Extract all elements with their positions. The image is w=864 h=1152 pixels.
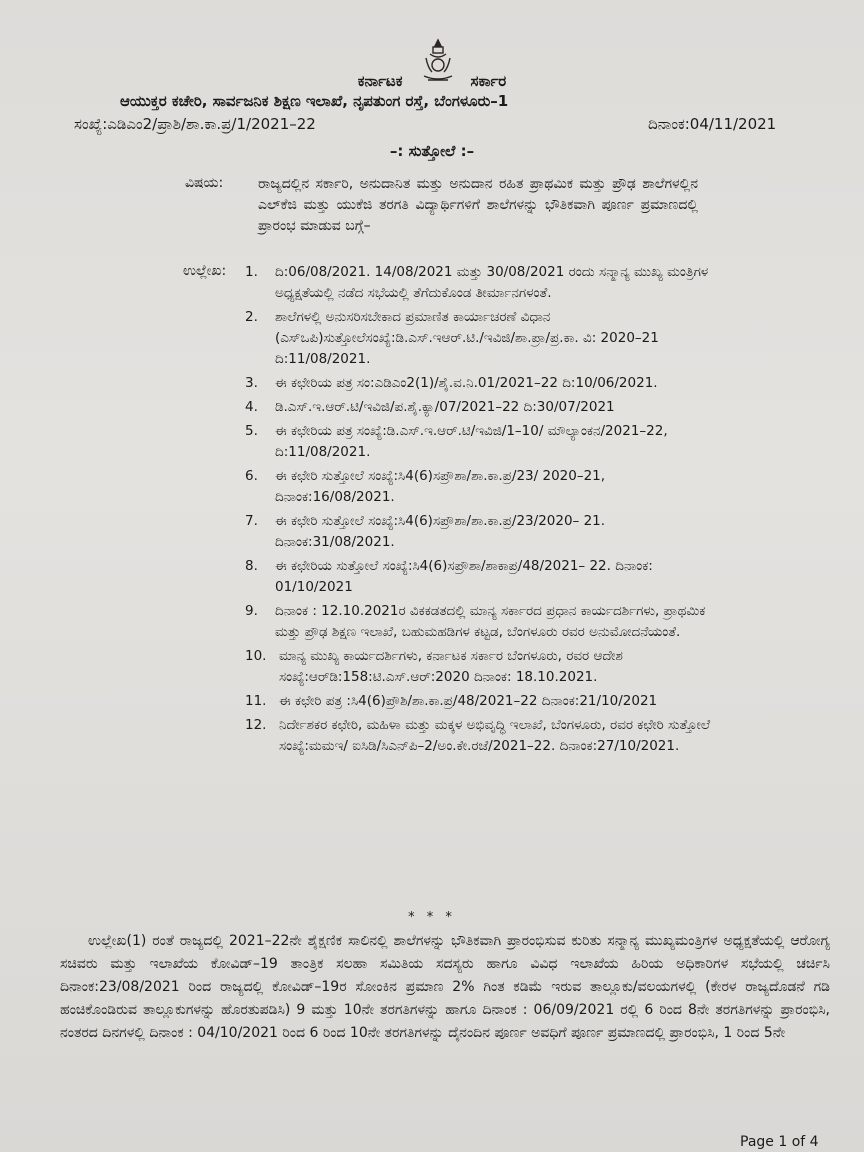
reference-item: 3. ಈ ಕಛೇರಿಯ ಪತ್ರ ಸಂ:ಎಡಿಎಂ2(1)/ಶೈ.ವ.ನಿ.01/2021–22 ದಿ:10/06/2021.: [245, 375, 658, 391]
references-label: ಉಲ್ಲೇಖ:: [183, 263, 227, 279]
page-number: Page 1 of 4: [740, 1134, 819, 1150]
reference-item: 6. ಈ ಕಛೇರಿ ಸುತ್ತೋಲೆ ಸಂಖ್ಯೆ:ಸಿ4(6)ಸಪ್ರೌಶಾ/ಶಾ.ಕಾ.ಪ್ರ/23/ 2020–21, ದಿನಾಂಕ:16/08/2021.: [245, 468, 606, 505]
subject-label: ವಿಷಯ:: [185, 175, 224, 191]
reference-item: 1. ದಿ:06/08/2021. 14/08/2021 ಮತ್ತು 30/08/2021 ರಂದು ಸನ್ಮಾನ್ಯ ಮುಖ್ಯ ಮಂತ್ರಿಗಳ ಅಧ್ಯಕ್ಷತೆಯಲ್ಲಿ ನಡೆದ ಸಭೆಯಲ್ಲಿ ತೆಗೆದುಕೊಂಡ ತೀರ್ಮಾನಗಳಂತೆ.: [245, 264, 709, 301]
reference-item: 2. ಶಾಲೆಗಳಲ್ಲಿ ಅನುಸರಿಸಬೇಕಾದ ಪ್ರಮಾಣಿತ ಕಾರ್ಯಾಚರಣೆ ವಿಧಾನ (ಎಸ್‌ಒಪಿ)ಸುತ್ತೋಲೆಸಂಖ್ಯೆ:ಡಿ.ಎಸ್.ಇಆರ್.ಟಿ./ಇವಿಜಿ/ಶಾ.ಪ್ರಾ/ಪ್ರ.ಕಾ. ವಿ: 2020–21 ದಿ:11/08/2021.: [245, 309, 659, 367]
reference-item: 9. ದಿನಾಂಕ : 12.10.2021ರ ವಿಕಕಡತದಲ್ಲಿ ಮಾನ್ಯ ಸರ್ಕಾರದ ಪ್ರಧಾನ ಕಾರ್ಯದರ್ಶಿಗಳು, ಪ್ರಾಥಮಿಕ ಮತ್ತು ಪ್ರೌಢ ಶಿಕ್ಷಣ ಇಲಾಖೆ, ಬಹುಮಹಡಿಗಳ ಕಟ್ಟಡ, ಬೆಂಗಳೂರು ರವರ ಅನುಮೋದನೆಯಂತೆ.: [245, 603, 706, 640]
circular-title: –: ಸುತ್ತೋಲೆ :–: [389, 142, 475, 160]
reference-number: ಸಂಖ್ಯೆ:ಎಡಿಎಂ2/ಪ್ರಾಶಿ/ಶಾ.ಕಾ.ಪ್ರ/1/2021–22: [74, 115, 316, 133]
section-separator: * * *: [408, 910, 456, 925]
reference-item: 8. ಈ ಕಛೇರಿಯ ಸುತ್ತೋಲೆ ಸಂಖ್ಯೆ:ಸಿ4(6)ಸಪ್ರೌಶಾ/ಶಾಕಾಪ್ರ/48/2021– 22. ದಿನಾಂಕ: 01/10/2021: [245, 558, 653, 595]
government-title: [0, 72, 864, 90]
reference-item: 5. ಈ ಕಛೇರಿಯ ಪತ್ರ ಸಂಖ್ಯೆ:ಡಿ.ಎಸ್.ಇ.ಆರ್.ಟಿ/ಇವಿಜಿ/1–10/ ಮೌಲ್ಯಾಂಕನ/2021–22, ದಿ:11/08/2021.: [245, 423, 668, 460]
gov-right-text: ಸರ್ಕಾರ: [470, 72, 507, 90]
reference-item: 10. ಮಾನ್ಯ ಮುಖ್ಯ ಕಾರ್ಯದರ್ಶಿಗಳು, ಕರ್ನಾಟಕ ಸರ್ಕಾರ ಬೆಂಗಳೂರು, ರವರ ಆದೇಶ ಸಂಖ್ಯೆ:ಆರ್‌ಡಿ:158:ಟಿ.ಎಸ್.ಆರ್:2020 ದಿನಾಂಕ: 18.10.2021.: [245, 648, 623, 685]
references-list: [245, 262, 715, 760]
reference-item: 11. ಈ ಕಛೇರಿ ಪತ್ರ :ಸಿ4(6)ಪ್ರೌಶಿ/ಶಾ.ಕಾ.ಪ್ರ/48/2021–22 ದಿನಾಂಕ:21/10/2021: [245, 693, 658, 709]
reference-item: 12. ನಿರ್ದೇಶಕರ ಕಛೇರಿ, ಮಹಿಳಾ ಮತ್ತು ಮಕ್ಕಳ ಅಭಿವೃದ್ಧಿ ಇಲಾಖೆ, ಬೆಂಗಳೂರು, ರವರ ಕಛೇರಿ ಸುತ್ತೋಲೆ ಸಂಖ್ಯೆ:ಮಮಇ/ ಐಸಿಡಿ/ಸಿಎನ್‌ಪಿ–2/ಅಂ.ಕೇ.ರಜೆ/2021–22. ದಿನಾಂಕ:27/10/2021.: [245, 717, 711, 754]
body-paragraph: ಉಲ್ಲೇಖ(1) ರಂತೆ ರಾಜ್ಯದಲ್ಲಿ 2021–22ನೇ ಶೈಕ್ಷಣಿಕ ಸಾಲಿನಲ್ಲಿ ಶಾಲೆಗಳನ್ನು ಭೌತಿಕವಾಗಿ ಪ್ರಾರಂಭಿಸುವ ಕುರಿತು ಸನ್ಮಾನ್ಯ ಮುಖ್ಯಮಂತ್ರಿಗಳ ಅಧ್ಯಕ್ಷತೆಯಲ್ಲಿ ಆರೋಗ್ಯ ಸಚಿವರು ಮತ್ತು ಇಲಾಖೆಯ ಕೋವಿಡ್–19 ತಾಂತ್ರಿಕ ಸಲಹಾ ಸಮಿತಿಯ ಸದಸ್ಯರು ಹಾಗೂ ವಿವಿಧ ಇಲಾಖೆಯ ಹಿರಿಯ ಅಧಿಕಾರಿಗಳ ಸಭೆಯಲ್ಲಿ ಚರ್ಚಿಸಿ ದಿನಾಂಕ:23/08/2021 ರಿಂದ ರಾಜ್ಯದಲ್ಲಿ ಕೋವಿಡ್–19ರ ಸೋಂಕಿನ ಪ್ರಮಾಣ 2% ಗಿಂತ ಕಡಿಮೆ ಇರುವ ತಾಲ್ಲೂಕು/ವಲಯಗಳಲ್ಲಿ (ಕೇರಳ ರಾಜ್ಯದೊಡನೆ ಗಡಿ ಹಂಚಿಕೊಂಡಿರುವ ತಾಲ್ಲೂಕುಗಳನ್ನು ಹೊರತುಪಡಿಸಿ) 9 ಮತ್ತು 10ನೇ ತರಗತಿಗಳನ್ನು ಹಾಗೂ ದಿನಾಂಕ : 06/09/2021 ರಲ್ಲಿ 6 ರಿಂದ 8ನೇ ತರಗತಿಗಳನ್ನು ಪ್ರಾರಂಭಿಸಿ, ನಂತರದ ದಿನಗಳಲ್ಲಿ ದಿನಾಂಕ : 04/10/2021 ರಿಂದ 6 ರಿಂದ 10ನೇ ತರಗತಿಗಳನ್ನು ದೈನಂದಿನ ಪೂರ್ಣ ಅವಧಿಗೆ ಪೂರ್ಣ ಪ್ರಮಾಣದಲ್ಲಿ ಪ್ರಾರಂಭಿಸಿ, 1 ರಿಂದ 5ನೇ: [60, 933, 830, 1041]
office-address: ಆಯುಕ್ತರ ಕಚೇರಿ, ಸಾರ್ವಜನಿಕ ಶಿಕ್ಷಣ ಇಲಾಖೆ, ನೃಪತುಂಗ ರಸ್ತೆ, ಬೆಂಗಳೂರು–1: [120, 92, 509, 110]
gov-left-text: ಕರ್ನಾಟಕ: [357, 72, 403, 90]
reference-item: 4. ಡಿ.ಎಸ್.ಇ.ಆರ್.ಟಿ/ಇವಿಜಿ/ಪ.ಶೈ.ಕ್ಯಾ/07/2021–22 ದಿ:30/07/2021: [245, 399, 615, 415]
document-date: ದಿನಾಂಕ:04/11/2021: [648, 115, 777, 133]
subject-text: ರಾಜ್ಯದಲ್ಲಿನ ಸರ್ಕಾರಿ, ಅನುದಾನಿತ ಮತ್ತು ಅನುದಾನ ರಹಿತ ಪ್ರಾಥಮಿಕ ಮತ್ತು ಪ್ರೌಢ ಶಾಲೆಗಳಲ್ಲಿನ ಎಲ್‌ಕೆಜಿ ಮತ್ತು ಯುಕೆಜಿ ತರಗತಿ ವಿದ್ಯಾರ್ಥಿಗಳಿಗೆ ಶಾಲೆಗಳನ್ನು ಭೌತಿಕವಾಗಿ ಪೂರ್ಣ ಪ್ರಮಾಣದಲ್ಲಿ ಪ್ರಾರಂಭ ಮಾಡುವ ಬಗ್ಗೆ–: [258, 176, 698, 234]
reference-item: 7. ಈ ಕಛೇರಿ ಸುತ್ತೋಲೆ ಸಂಖ್ಯೆ:ಸಿ4(6)ಸಪ್ರೌಶಾ/ಶಾ.ಕಾ.ಪ್ರ/23/2020– 21. ದಿನಾಂಕ:31/08/2021.: [245, 513, 606, 550]
